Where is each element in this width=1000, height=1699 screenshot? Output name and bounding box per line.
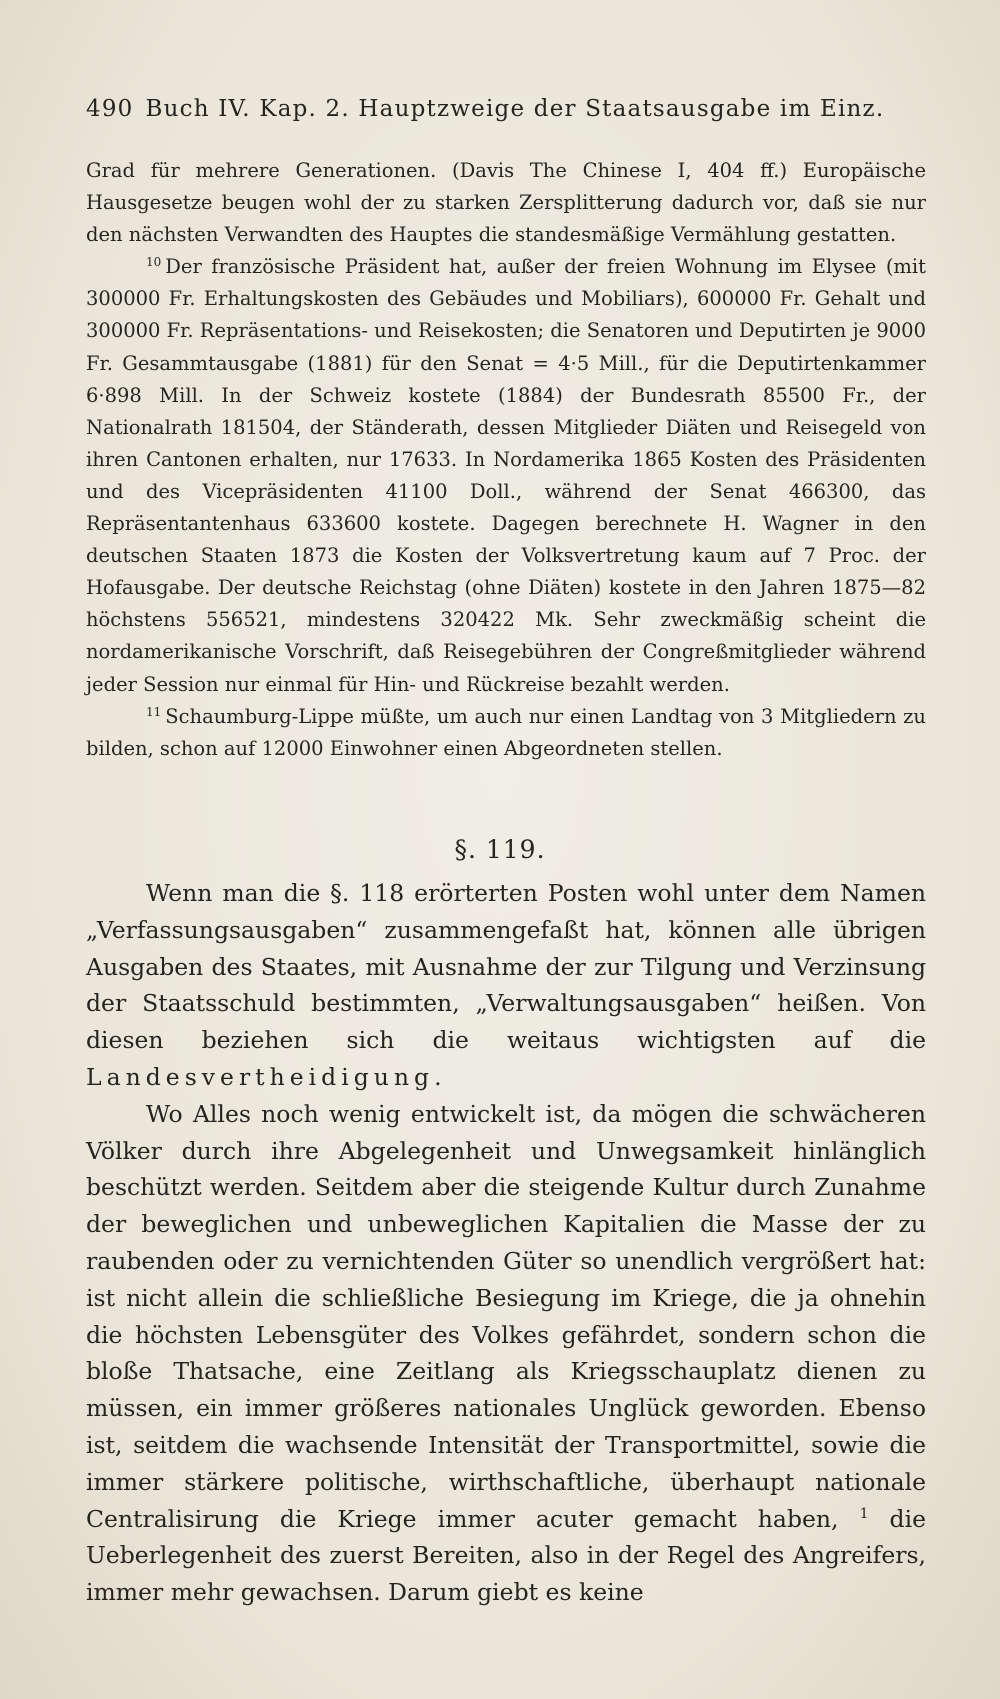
paragraph-1-emphasis: Landesvertheidigung.: [86, 1062, 447, 1091]
running-title: Buch IV. Kap. 2. Hauptzweige der Staatsausgabe im Einz.: [145, 96, 885, 122]
main-text: [86, 875, 926, 1611]
footnote-11-text: Schaumburg-Lippe müßte, um auch nur einen Landtag von 3 Mitgliedern zu bilden, schon auf 12000 Einwohner einen Abgeordneten stellen.: [86, 704, 926, 760]
footnote-11-marker: 11: [146, 704, 162, 719]
footnote-10-marker: 10: [146, 255, 162, 270]
paragraph-2: [86, 1096, 926, 1611]
footnote-marker-1: 1: [859, 1505, 869, 1522]
paragraph-1: [86, 875, 926, 1096]
footnote-10: [86, 251, 926, 700]
footnote-11: [86, 701, 926, 765]
paragraph-2-text-b: die Ueberlegenheit des zuerst Bereiten, also in der Regel des Angreifers, immer mehr gewachsen. Darum giebt es keine: [86, 1504, 926, 1607]
running-header: [86, 92, 926, 126]
section-heading: §. 119.: [454, 835, 546, 864]
footnote-continuation: Grad für mehrere Generationen. (Davis The Chinese I, 404 ff.) Europäische Hausgesetze beugen wohl der zu starken Zersplitterung dadurch vor, daß sie nur den nächsten Verwandten des Hauptes die standesmäßige Vermählung gestatten.: [86, 159, 926, 247]
footnotes-block: [86, 155, 926, 765]
footnote-10-text: Der französische Präsident hat, außer der freien Wohnung im Elysee (mit 300000 Fr. Erhaltungskosten des Gebäudes und Mobiliars), 600000 Fr. Gehalt und 300000 Fr. Repräsentations- und Reisekosten; die Senatoren und Deputirten je 9000 Fr. Gesammtausgabe (1881) für den Senat = 4·5 Mill., für die Deputirtenkammer 6·898 Mill. In der Schweiz kostete (1884) der Bundesrath 85500 Fr., der Nationalrath 181504, der Ständerath, dessen Mitglieder Diäten und Reisegeld von ihren Cantonen erhalten, nur 17633. In Nordamerika 1865 Kosten des Präsidenten und des Vicepräsidenten 41100 Doll., während der Senat 466300, das Repräsentantenhaus 633600 kostete. Dagegen berechnete H. Wagner in den deutschen Staaten 1873 die Kosten der Volksvertretung kaum auf 7 Proc. der Hofausgabe. Der deutsche Reichstag (ohne Diäten) kostete in den Jahren 1875—82 höchstens 556521, mindestens 320422 Mk. Sehr zweckmäßig scheint die nordamerikanische Vorschrift, daß Reisegebühren der Congreßmitglieder während jeder Session nur einmal für Hin- und Rückreise bezahlt werden.: [86, 255, 926, 696]
page-number: 490: [86, 96, 134, 122]
paragraph-1-text: Wenn man die §. 118 erörterten Posten wohl unter dem Namen „Verfassungsausgaben“ zusammengefaßt hat, können alle übrigen Ausgaben des Staates, mit Ausnahme der zur Tilgung und Verzinsung der Staatsschuld bestimmten, „Verwaltungsausgaben“ heißen. Von diesen beziehen sich die weitaus wichtigsten auf die: [86, 879, 926, 1055]
paragraph-2-text-a: Wo Alles noch wenig entwickelt ist, da mögen die schwächeren Völker durch ihre Abgelegenheit und Unwegsamkeit hinlänglich beschützt werden. Seitdem aber die steigende Kultur durch Zunahme der beweglichen und unbeweglichen Kapitalien die Masse der zu raubenden oder zu vernichtenden Güter so unendlich vergrößert hat: ist nicht allein die schließliche Besiegung im Kriege, die ja ohnehin die höchsten Lebensgüter des Volkes gefährdet, sondern schon die bloße Thatsache, eine Zeitlang als Kriegsschauplatz dienen zu müssen, ein immer größeres nationales Unglück geworden. Ebenso ist, seitdem die wachsende Intensität der Transportmittel, sowie die immer stärkere politische, wirthschaftliche, überhaupt nationale Centralisirung die Kriege immer acuter gemacht haben,: [86, 1099, 926, 1533]
